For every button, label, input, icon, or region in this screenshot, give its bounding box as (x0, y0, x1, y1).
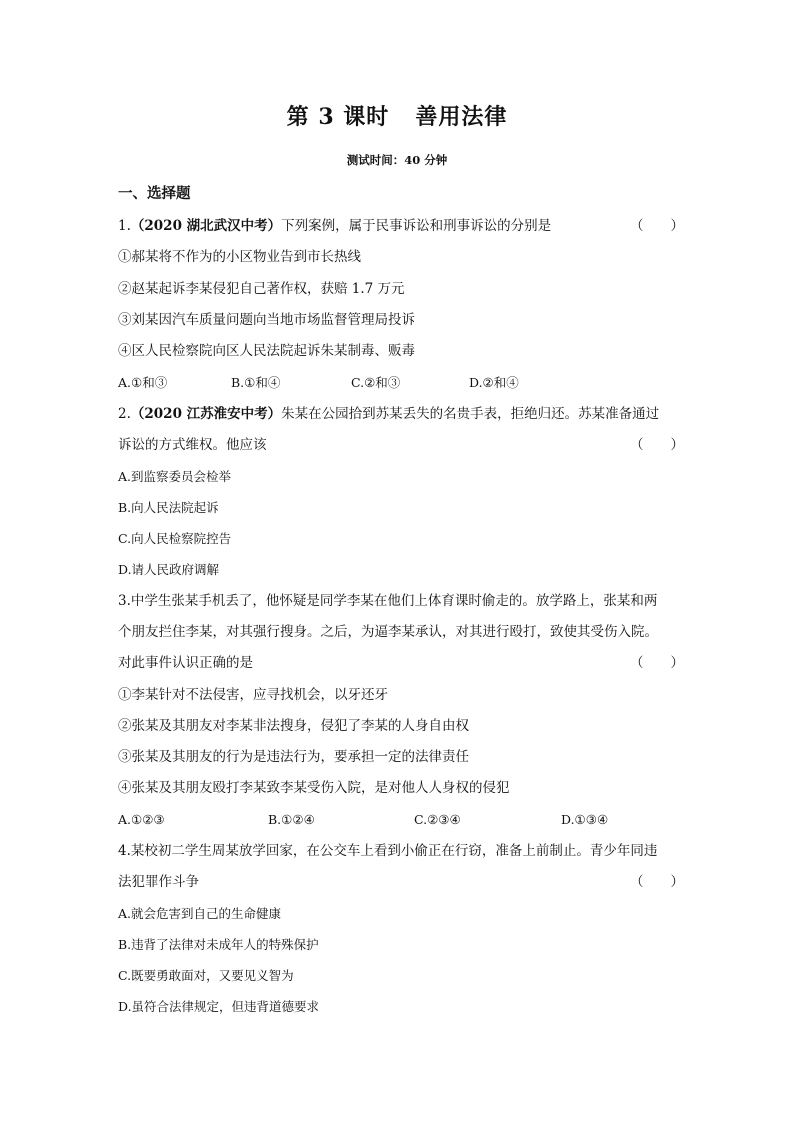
section-heading: 一、选择题 (118, 185, 191, 202)
question-source: （2020 江苏淮安中考） (130, 406, 282, 422)
question-3-stem-cont: 个朋友拦住李某，对其强行搜身。之后，为逼李某承认，对其进行殴打，致使其受伤入院。 (118, 624, 658, 640)
option-d: D.②和④ (469, 375, 519, 390)
option-c: C.既要勇敢面对，又要见义智为 (118, 968, 294, 983)
option-a: A.就会危害到自己的生命健康 (118, 906, 282, 921)
option-b: B.违背了法律对未成年人的特殊保护 (118, 937, 319, 952)
lesson-number: 第 3 课时 (286, 104, 390, 130)
page-title (0, 100, 794, 131)
option-d: D.虽符合法律规定，但违背道德要求 (118, 999, 320, 1014)
question-4-stem-cont: 法犯罪作斗争 (118, 874, 199, 890)
option-b: B.①②④ (268, 812, 315, 827)
answer-parentheses: （ ） (630, 218, 684, 234)
question-1-stem: 1.（2020 湖北武汉中考）下列案例，属于民事诉讼和刑事诉讼的分别是 (118, 218, 552, 234)
option-a: A.①②③ (118, 812, 165, 827)
option-d: D.请人民政府调解 (118, 562, 220, 577)
statement-item: ③刘某因汽车质量问题向当地市场监督管理局投诉 (118, 312, 415, 328)
statement-item: ②赵某起诉李某侵犯自己著作权，获赔 1.7 万元 (118, 281, 405, 297)
option-b: B.①和④ (231, 375, 281, 390)
answer-parentheses: （ ） (630, 655, 684, 671)
statement-item: ①李某针对不法侵害，应寻找机会，以牙还牙 (118, 687, 388, 703)
lesson-title: 善用法律 (415, 104, 508, 130)
option-b: B.向人民法院起诉 (118, 500, 219, 515)
question-2-stem-cont: 诉讼的方式维权。他应该 (118, 437, 267, 453)
question-source: （2020 湖北武汉中考） (130, 218, 282, 234)
statement-item: ④区人民检察院向区人民法院起诉朱某制毒、贩毒 (118, 343, 415, 359)
test-time: 测试时间：40 分钟 (346, 153, 448, 167)
statement-item: ③张某及其朋友的行为是违法行为，要承担一定的法律责任 (118, 749, 469, 765)
question-3-stem-cont: 对此事件认识正确的是 (118, 655, 253, 671)
statement-item: ①郝某将不作为的小区物业告到市长热线 (118, 249, 361, 265)
option-d: D.①③④ (561, 812, 609, 827)
statement-item: ④张某及其朋友殴打李某致李某受伤入院，是对他人人身权的侵犯 (118, 780, 510, 796)
option-c: C.②和③ (351, 375, 401, 390)
statement-item: ②张某及其朋友对李某非法搜身，侵犯了李某的人身自由权 (118, 718, 469, 734)
question-2-stem: 2.（2020 江苏淮安中考）朱某在公园拾到苏某丢失的名贵手表，拒绝归还。苏某准备通过 (118, 406, 660, 422)
option-c: C.向人民检察院控告 (118, 531, 232, 546)
answer-parentheses: （ ） (630, 874, 684, 890)
question-3-stem: 3.中学生张某手机丢了，他怀疑是同学李某在他们上体育课时偷走的。放学路上，张某和两 (118, 593, 658, 609)
option-a: A.到监察委员会检举 (118, 469, 232, 484)
option-c: C.②③④ (414, 812, 461, 827)
answer-parentheses: （ ） (630, 437, 684, 453)
question-4-stem: 4.某校初二学生周某放学回家，在公交车上看到小偷正在行窃，准备上前制止。青少年同违 (118, 843, 658, 859)
option-a: A.①和③ (118, 375, 168, 390)
